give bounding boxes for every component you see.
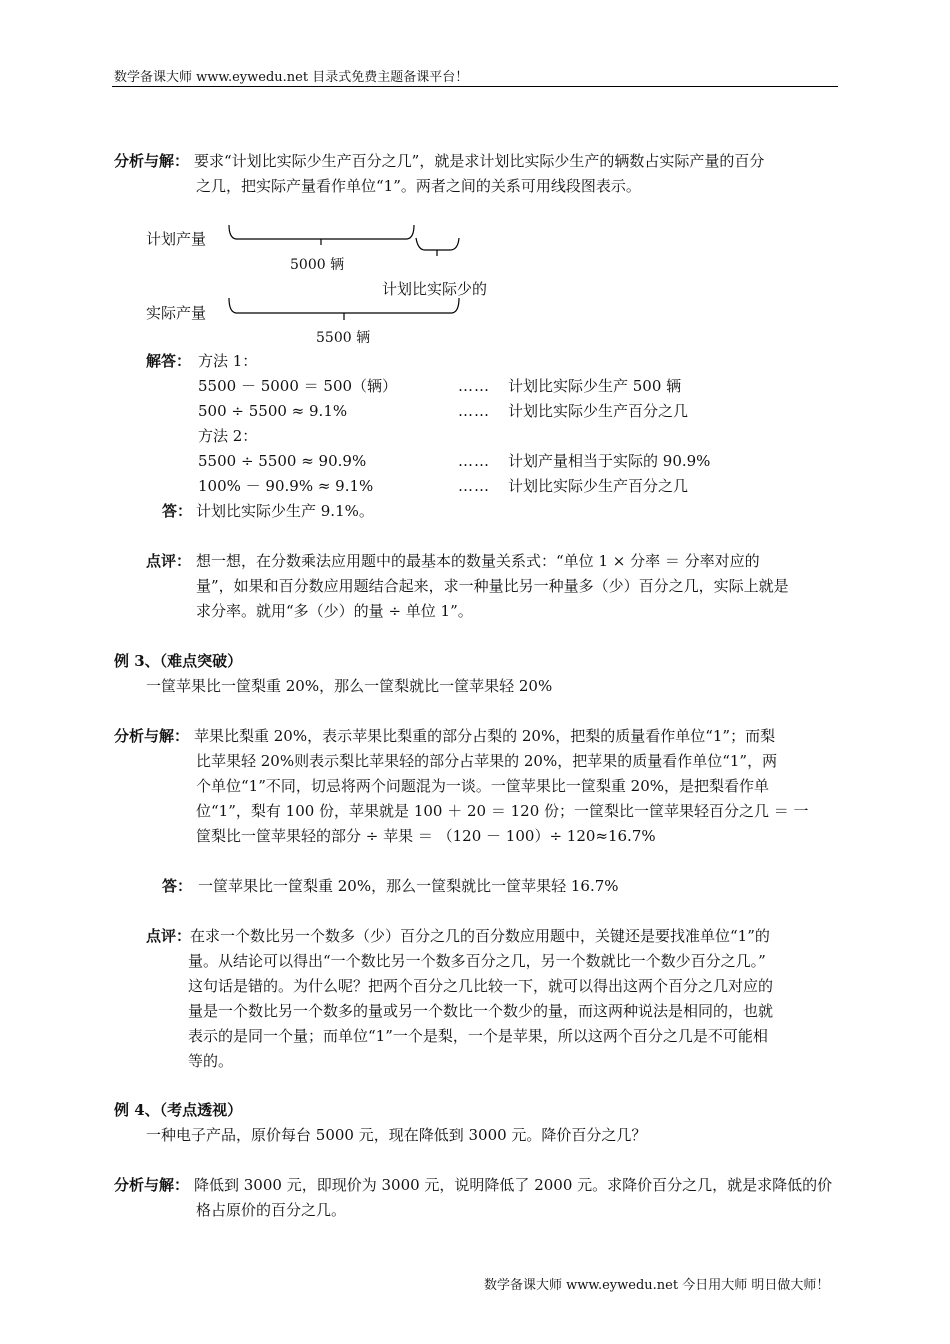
plan-label: 计划产量: [146, 230, 207, 248]
page-footer: 数学备课大师 www.eywedu.net 今日用大师 明日做大师！: [484, 1278, 830, 1293]
ex4-analysis-line-2: 格占原价的百分之几。: [196, 1201, 347, 1219]
m1-step-2-note: 计划比实际少生产百分之几: [508, 402, 689, 420]
ex3-answer-label: 答：: [162, 877, 193, 895]
ex3-analysis-line-5: 筐梨比一筐苹果轻的部分 ÷ 苹果 ＝ （120 － 100）÷ 120≈16.7%: [196, 827, 656, 845]
m2-step-2: 100% － 90.9% ≈ 9.1%: [198, 477, 374, 495]
ex2-comment-line-2: 量”，如果和百分数应用题结合起来，求一种量比另一种量多（少）百分之几，实际上就是: [196, 577, 789, 595]
m2-step-1-note: 计划产量相当于实际的 90.9%: [508, 452, 711, 470]
m2-step-2-dots: ……: [458, 477, 490, 495]
m1-step-1-note: 计划比实际少生产 500 辆: [508, 377, 682, 395]
m2-step-1-dots: ……: [458, 452, 490, 470]
ex3-comment-label: 点评：: [146, 927, 192, 945]
plan-value: 5000 辆: [290, 257, 345, 273]
ex2-analysis-label: 分析与解：: [114, 152, 190, 170]
ex2-answer: 计划比实际少生产 9.1%。: [196, 502, 374, 520]
actual-value: 5500 辆: [316, 330, 371, 346]
ex3-problem: 一筐苹果比一筐梨重 20%，那么一筐梨就比一筐苹果轻 20%: [146, 677, 553, 695]
m1-step-2: 500 ÷ 5500 ≈ 9.1%: [198, 402, 348, 420]
method-2-label: 方法 2：: [198, 427, 258, 445]
difference-label: 计划比实际少的: [382, 280, 488, 298]
ex3-comment-line-2: 量。从结论可以得出“一个数比另一个数多百分之几，另一个数就比一个数少百分之几。”: [188, 952, 766, 970]
ex2-comment-label: 点评：: [146, 552, 192, 570]
ex3-analysis-line-1: 苹果比梨重 20%，表示苹果比梨重的部分占梨的 20%，把梨的质量看作单位“1”；而梨: [194, 727, 776, 745]
ex3-analysis-line-3: 个单位“1”不同，切忌将两个问题混为一谈。一筐苹果比一筐梨重 20%，是把梨看作单: [196, 777, 769, 795]
ex3-analysis-line-4: 位“1”，梨有 100 份，苹果就是 100 ＋ 20 ＝ 120 份；一筐梨比一筐苹果轻百分之几 ＝ 一: [196, 802, 809, 820]
page-header: 数学备课大师 www.eywedu.net 目录式免费主题备课平台！: [114, 70, 469, 85]
actual-label: 实际产量: [146, 304, 207, 322]
plan-brace: [229, 225, 414, 239]
diagram-braces: [0, 0, 950, 400]
m1-step-1: 5500 － 5000 ＝ 500（辆）: [198, 377, 398, 395]
m1-step-1-dots: ……: [458, 377, 490, 395]
ex3-comment-line-6: 等的。: [188, 1052, 234, 1070]
solution-label: 解答：: [146, 352, 192, 370]
ex4-problem: 一种电子产品，原价每台 5000 元，现在降低到 3000 元。降价百分之几？: [146, 1126, 647, 1144]
difference-brace: [416, 238, 459, 250]
m1-step-2-dots: ……: [458, 402, 490, 420]
ex4-analysis-label: 分析与解：: [114, 1176, 190, 1194]
ex3-comment-line-1: 在求一个数比另一个数多（少）百分之几的百分数应用题中，关键还是要找准单位“1”的: [190, 927, 770, 945]
ex3-analysis-line-2: 比苹果轻 20%则表示梨比苹果轻的部分占苹果的 20%，把苹果的质量看作单位“1”，两: [196, 752, 778, 770]
ex3-comment-line-3: 这句话是错的。为什么呢？把两个百分之几比较一下，就可以得出这两个百分之几对应的: [188, 977, 774, 995]
ex2-analysis-line-2: 之几，把实际产量看作单位“1”。两者之间的关系可用线段图表示。: [196, 177, 641, 195]
ex3-comment-line-4: 量是一个数比另一个数多的量或另一个数比一个数少的量，而这两种说法是相同的，也就: [188, 1002, 774, 1020]
ex3-analysis-label: 分析与解：: [114, 727, 190, 745]
ex2-answer-label: 答：: [162, 502, 193, 520]
actual-brace: [229, 298, 459, 313]
ex2-comment-line-1: 想一想，在分数乘法应用题中的最基本的数量关系式：“单位 1 × 分率 ＝ 分率对应的: [196, 552, 760, 570]
ex4-title: 例 4、（考点透视）: [114, 1101, 243, 1119]
ex3-comment-line-5: 表示的是同一个量；而单位“1”一个是梨，一个是苹果，所以这两个百分之几是不可能相: [188, 1027, 768, 1045]
ex3-answer: 一筐苹果比一筐梨重 20%，那么一筐梨就比一筐苹果轻 16.7%: [198, 877, 619, 895]
method-1-label: 方法 1：: [198, 352, 258, 370]
ex2-analysis-line-1: 要求“计划比实际少生产百分之几”，就是求计划比实际少生产的辆数占实际产量的百分: [194, 152, 765, 170]
m2-step-1: 5500 ÷ 5500 ≈ 90.9%: [198, 452, 367, 470]
ex2-comment-line-3: 求分率。就用“多（少）的量 ÷ 单位 1”。: [196, 602, 473, 620]
m2-step-2-note: 计划比实际少生产百分之几: [508, 477, 689, 495]
ex4-analysis-line-1: 降低到 3000 元，即现价为 3000 元，说明降低了 2000 元。求降价百分之几，就是求降低的价: [194, 1176, 833, 1194]
ex3-title: 例 3、（难点突破）: [114, 652, 243, 670]
